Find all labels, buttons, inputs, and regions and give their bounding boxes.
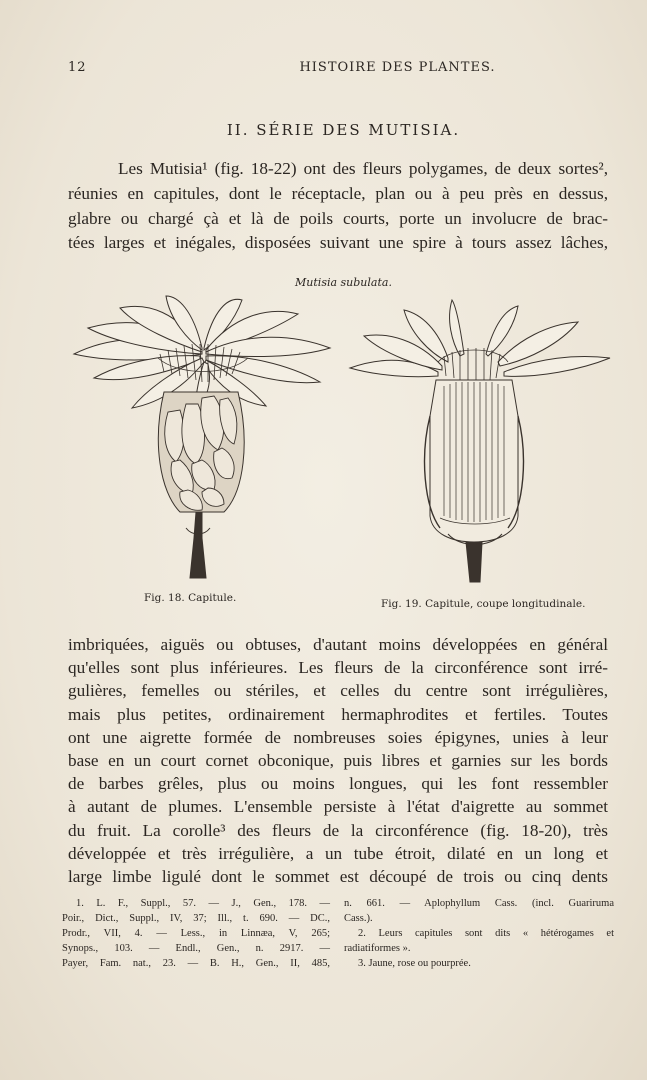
text-line: développée et très irrégulière, a un tube étroit, dilaté en un long et [68, 843, 608, 863]
page-number: 12 [68, 60, 87, 75]
footnote-line: 1. L. F., Suppl., 57. — J., Gen., 178. — [76, 898, 330, 909]
text-line: tées larges et inégales, disposées suivant une spire à tours assez lâches, [68, 233, 608, 253]
flower-head-illustration [68, 292, 336, 584]
fig18-caption: Fig. 18. Capitule. [144, 592, 237, 604]
paragraph-intro [68, 157, 608, 256]
text-line: à autant de plumes. L'ensemble persiste à l'état d'aigrette au sommet [68, 797, 608, 817]
text-line: ont une aigrette formée de nombreuses soies épigynes, unies à leur [68, 727, 608, 747]
footnote-line: n. 661. — Aplophyllum Cass. (incl. Guariruma [344, 898, 614, 909]
footnote-line: Synops., 103. — Endl., Gen., n. 2917. — [62, 943, 330, 954]
footnote-line: 2. Leurs capitules sont dits « hétérogames et [358, 928, 614, 939]
text-line: gulières, femelles ou stériles, et celles du centre sont irrégulières, [68, 681, 608, 701]
footnotes-left [62, 896, 330, 971]
flower-section-illustration [348, 296, 614, 588]
text-line: réunies en capitules, dont le réceptacle, plan ou à peu près en dessus, [68, 183, 608, 203]
text-line: du fruit. La corolle³ des fleurs de la circonférence (fig. 18-20), très [68, 820, 608, 840]
pappus-bristles [438, 348, 508, 382]
footnote-line: Payer, Fam. nat., 23. — B. H., Gen., II, 485, [62, 958, 330, 969]
running-head: HISTOIRE DES PLANTES. [299, 60, 496, 75]
text-line: Les Mutisia¹ (fig. 18-22) ont des fleurs polygames, de deux sortes², [118, 159, 608, 178]
footnote-line: Prodr., VII, 4. — Less., in Linnæa, V, 265; [62, 928, 330, 939]
text-line: qu'elles sont plus inférieures. Les fleurs de la circonférence sont irré- [68, 658, 608, 678]
paragraph-main [68, 633, 608, 888]
text-line: large limbe ligulé dont le sommet est découpé de trois ou cinq dents [68, 867, 608, 887]
text-line: mais plus petites, ordinairement hermaphrodites et fertiles. Toutes [68, 704, 608, 724]
stem [190, 512, 206, 578]
text-line: glabre ou chargé çà et là de poils courts, porte un involucre de brac- [68, 208, 608, 228]
figure-caption: Mutisia subulata. [295, 276, 392, 289]
text-line: base en un court cornet obconique, puis libres et garnies sur les bords [68, 751, 608, 771]
text-line: imbriquées, aiguës ou obtuses, d'autant moins développées en général [68, 635, 608, 654]
text-line: de barbes grêles, plus ou moins longues, qui les font ressembler [68, 774, 608, 794]
section-title: II. SÉRIE DES MUTISIA. [226, 121, 461, 139]
footnote-line: Cass.). [344, 913, 373, 924]
footnote-line: radiatiformes ». [344, 943, 411, 954]
section-stem [466, 542, 482, 582]
fig19-caption: Fig. 19. Capitule, coupe longitudinale. [381, 598, 586, 610]
page-header [68, 60, 607, 80]
footnotes-right [344, 896, 614, 971]
footnote-line: 3. Jaune, rose ou pourprée. [358, 958, 471, 969]
section-ray-petals [350, 300, 610, 377]
footnote-line: Poir., Dict., Suppl., IV, 37; Ill., t. 690. — DC., [62, 913, 330, 924]
